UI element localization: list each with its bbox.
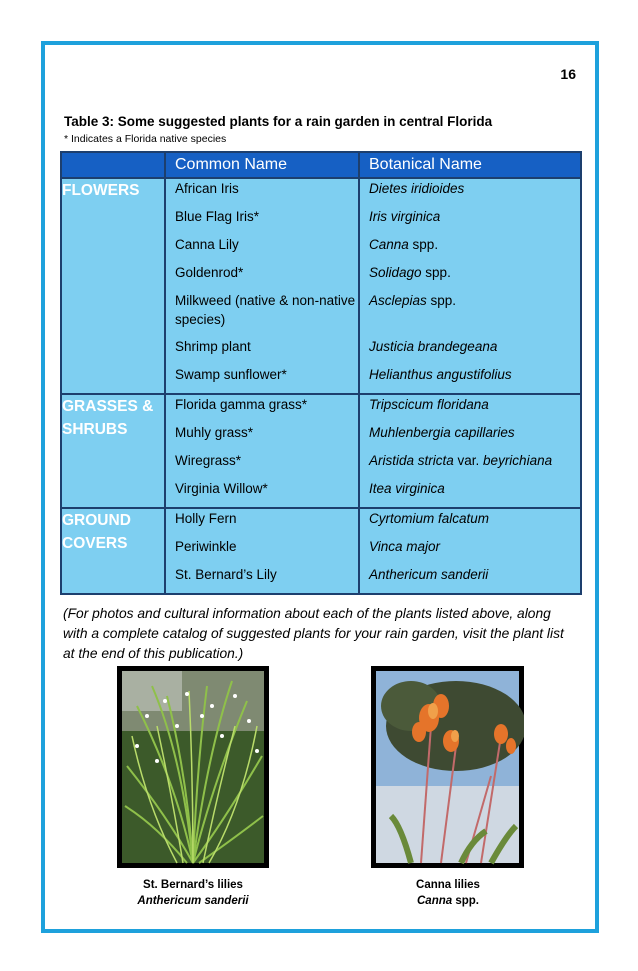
common-name: Virginia Willow* bbox=[175, 481, 268, 496]
botanical-genus-species: Muhlenbergia capillaries bbox=[369, 425, 515, 440]
common-name-cell bbox=[165, 178, 359, 394]
header-common-name: Common Name bbox=[165, 152, 359, 178]
botanical-suffix: spp. bbox=[421, 265, 451, 280]
photo-caption-canna bbox=[372, 877, 524, 909]
category-cell: FLOWERS bbox=[61, 178, 165, 394]
footnote-paragraph: (For photos and cultural information about each of the plants listed above, along with a complete catalog of suggested plants for your rain garden, visit the plant list at the end of this publication.) bbox=[63, 606, 564, 661]
botanical-genus-species: Anthericum sanderii bbox=[369, 567, 489, 582]
common-name: Goldenrod* bbox=[175, 265, 244, 280]
table-note: * Indicates a Florida native species bbox=[64, 133, 227, 145]
botanical-name bbox=[360, 537, 580, 565]
common-name: Holly Fern bbox=[175, 511, 237, 526]
botanical-genus-species: Helianthus angustifolius bbox=[369, 367, 512, 382]
botanical-name bbox=[360, 207, 580, 235]
botanical-name bbox=[360, 479, 580, 507]
table-caption: Table 3: Some suggested plants for a rain garden in central Florida bbox=[64, 114, 493, 129]
botanical-name-cell bbox=[359, 394, 581, 508]
common-name: Canna Lily bbox=[175, 237, 239, 252]
common-name: Muhly grass* bbox=[175, 425, 254, 440]
table-group-row bbox=[61, 394, 581, 508]
common-name: Swamp sunflower* bbox=[175, 367, 287, 382]
header-blank bbox=[61, 152, 165, 178]
botanical-genus-species: Itea virginica bbox=[369, 481, 445, 496]
botanical-name bbox=[360, 423, 580, 451]
category-cell: GROUND COVERS bbox=[61, 508, 165, 594]
common-name: Wiregrass* bbox=[175, 453, 242, 468]
botanical-name-cell bbox=[359, 508, 581, 594]
botanical-genus-species: Cyrtomium falcatum bbox=[369, 511, 490, 526]
table-group-row bbox=[61, 178, 581, 394]
photo-caption-st-bernards bbox=[118, 877, 268, 909]
photo-caption-botanical-suffix: spp. bbox=[452, 895, 479, 907]
common-name: Shrimp plant bbox=[175, 339, 251, 354]
botanical-suffix: spp. bbox=[408, 237, 439, 252]
table-header-row bbox=[61, 152, 581, 178]
botanical-genus-species: Iris virginica bbox=[369, 209, 441, 224]
botanical-genus-species: Canna bbox=[369, 237, 409, 252]
canna-lily-photo bbox=[371, 666, 524, 868]
page-number: 16 bbox=[560, 66, 576, 82]
common-name: Periwinkle bbox=[175, 539, 237, 554]
photo-caption-botanical: Anthericum sanderii bbox=[137, 895, 249, 907]
common-name: Blue Flag Iris* bbox=[175, 209, 260, 224]
st-bernards-lily-image bbox=[117, 666, 269, 868]
botanical-genus-species: Aristida stricta bbox=[369, 453, 454, 468]
botanical-name-cell bbox=[359, 178, 581, 394]
botanical-genus-species: Tripscicum floridana bbox=[369, 397, 489, 412]
common-name-cell bbox=[165, 394, 359, 508]
botanical-suffix: spp. bbox=[426, 293, 457, 308]
common-name: St. Bernard’s Lily bbox=[175, 567, 277, 582]
botanical-name bbox=[360, 235, 580, 263]
botanical-name bbox=[360, 509, 580, 537]
botanical-name bbox=[360, 179, 580, 207]
botanical-name bbox=[360, 395, 580, 423]
header-botanical-name: Botanical Name bbox=[359, 152, 581, 178]
botanical-variety: beyrichiana bbox=[483, 453, 553, 468]
botanical-name bbox=[360, 291, 580, 337]
table-group-row bbox=[61, 508, 581, 594]
photo-caption-botanical: Canna bbox=[417, 895, 453, 907]
common-name: Milkweed (native & non-native species) bbox=[175, 293, 356, 327]
photo-caption-common: Canna lilies bbox=[416, 879, 480, 891]
canna-lily-image bbox=[371, 666, 524, 868]
botanical-name bbox=[360, 337, 580, 365]
st-bernards-lily-photo bbox=[117, 666, 269, 868]
common-name: Florida gamma grass* bbox=[175, 397, 308, 412]
botanical-genus-species: Asclepias bbox=[369, 293, 427, 308]
photo-caption-common: St. Bernard’s lilies bbox=[143, 879, 243, 891]
common-name: African Iris bbox=[175, 181, 239, 196]
botanical-suffix: var. bbox=[453, 453, 484, 468]
category-cell: GRASSES & SHRUBS bbox=[61, 394, 165, 508]
common-name-cell bbox=[165, 508, 359, 594]
botanical-name bbox=[360, 451, 580, 479]
plants-table bbox=[60, 151, 582, 595]
botanical-name bbox=[360, 263, 580, 291]
botanical-genus-species: Vinca major bbox=[369, 539, 441, 554]
botanical-name bbox=[360, 365, 580, 393]
botanical-genus-species: Solidago bbox=[369, 265, 422, 280]
botanical-genus-species: Justicia brandegeana bbox=[369, 339, 498, 354]
botanical-genus-species: Dietes iridioides bbox=[369, 181, 465, 196]
botanical-name bbox=[360, 565, 580, 593]
